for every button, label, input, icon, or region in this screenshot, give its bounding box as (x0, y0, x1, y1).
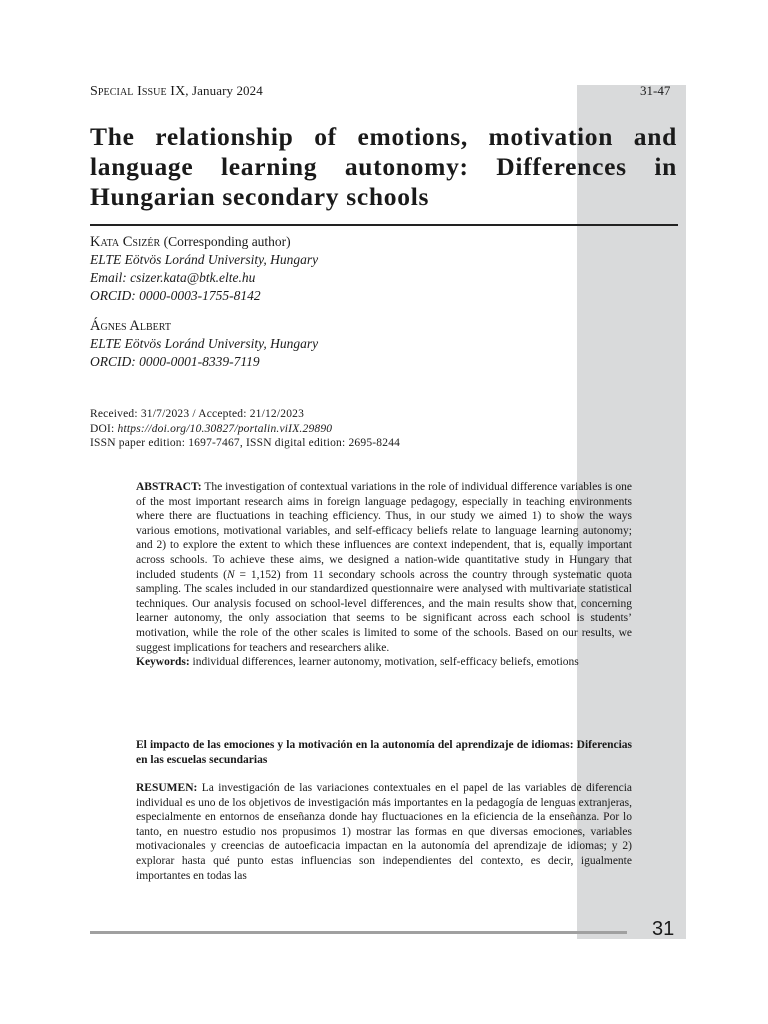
author-orcid[interactable]: ORCID: 0000-0003-1755-8142 (90, 288, 261, 303)
resumen (136, 781, 632, 883)
issue-name: Special Issue IX (90, 84, 186, 99)
author-name: Ágnes Albert (90, 318, 171, 334)
received-accepted-dates: Received: 31/7/2023 / Accepted: 21/12/2023 (90, 408, 305, 420)
abstract-text-1: The investigation of contextual variations in the role of individual difference variables is one of the most important research aims in foreign language pedagogy, especially in teaching environments where there are fluctuations in teaching efficiency. Thus, in our study we aimed 1) to show the ways various emotions, motivational variables, and self-efficacy beliefs relate to language learning autonomy; and 2) to explore the extent to which these influences are context independent, that is, equally important across schools. To achieve these aims, we designed a nation-wide quantitative study in Hungary that included students ( (136, 481, 632, 581)
article-title: The relationship of emotions, motivation and language learning autonomy: Differences in Hungarian secondary schools (90, 122, 677, 211)
keywords-label: Keywords: (136, 656, 190, 669)
author-affiliation: ELTE Eötvös Loránd University, Hungary (90, 252, 319, 267)
spanish-title-text: El impacto de las emociones y la motivación en la autonomía del aprendizaje de idiomas: Diferencias en las escuelas secundarias (136, 739, 632, 766)
author-orcid[interactable]: ORCID: 0000-0001-8339-7119 (90, 354, 260, 369)
author-affiliation: ELTE Eötvös Loránd University, Hungary (90, 336, 319, 351)
author-email[interactable]: Email: csizer.kata@btk.elte.hu (90, 270, 256, 285)
page-number: 31 (652, 918, 675, 940)
abstract (136, 480, 632, 670)
sample-size-symbol: N (226, 568, 235, 581)
author-block-1 (90, 233, 318, 305)
doi-label: DOI: (90, 422, 118, 435)
keywords-text: individual differences, learner autonomy, motivation, self-efficacy beliefs, emotions (189, 656, 579, 669)
resumen-paragraph (136, 781, 632, 883)
page-range: 31-47 (640, 83, 671, 98)
author-block-2 (90, 317, 318, 371)
running-head (90, 83, 263, 100)
author-name: Kata Csizér (90, 234, 161, 250)
abstract-paragraph (136, 480, 632, 655)
doi-line (90, 422, 400, 437)
issue-date: , January 2024 (185, 83, 263, 98)
abstract-text-2: = 1,152) from 11 secondary schools across the country through systematic quota sampling. The scales included in our standardized questionnaire were analysed with multivariate statistical techniques. Our analysis focused on school-level differences, and the main results show that, concerning learner autonomy, the only association that seems to be significant across each school is students’ motivation, while the role of the other scales is limited to some of the schools. Based on our results, we suggest implications for teachers and researchers alike. (136, 568, 632, 654)
footer-divider (90, 931, 627, 934)
title-divider (90, 224, 678, 226)
keywords (136, 655, 632, 670)
author-note: (Corresponding author) (160, 234, 291, 249)
resumen-text: La investigación de las variaciones contextuales en el papel de las variables de diferencia individual es uno de los objetivos de investigación más importantes en la pedagogía de lenguas extranjeras, especialmente en entornos de enseñanza donde hay fluctuaciones en la eficiencia de la enseñanza. Por lo tanto, en nuestro estudio nos propusimos 1) mostrar las formas en que diversas emociones, variables motivacionales y creencias de autoeficacia impactan en la autonomía del aprendizaje de idiomas; y 2) explorar hasta qué punto estas influencias son independientes del contexto, es decir, igualmente importantes en todas las (136, 782, 632, 882)
issn-line: ISSN paper edition: 1697-7467, ISSN digital edition: 2695-8244 (90, 437, 401, 449)
abstract-label: ABSTRACT: (136, 481, 202, 493)
spanish-title (136, 738, 632, 767)
resumen-label: RESUMEN: (136, 782, 198, 794)
doi-link[interactable]: https://doi.org/10.30827/portalin.viIX.29890 (117, 422, 333, 435)
article-meta (90, 407, 400, 451)
